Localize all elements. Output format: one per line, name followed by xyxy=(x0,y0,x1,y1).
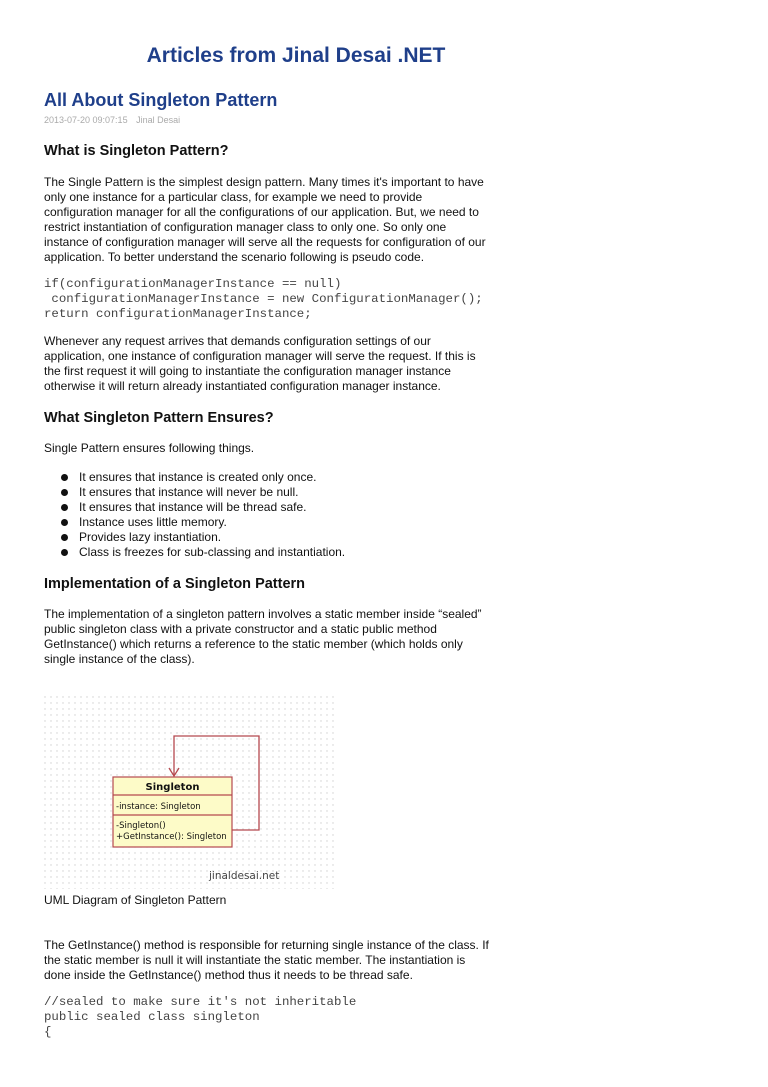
list-item: Provides lazy instantiation. xyxy=(44,530,345,545)
text-line: application, one instance of configuration manager will serve the request. If this is xyxy=(44,349,476,363)
text-line: the static member is null it will instantiate the static member. The instantiation is xyxy=(44,953,466,967)
text-line: The GetInstance() method is responsible for returning single instance of the class. If xyxy=(44,938,489,952)
uml-method-getinstance: +GetInstance(): Singleton xyxy=(116,832,227,842)
list-item: Instance uses little memory. xyxy=(44,515,345,530)
paragraph-ensures-intro: Single Pattern ensures following things. xyxy=(44,441,255,455)
list-item: Class is freezes for sub-classing and instantiation. xyxy=(44,545,345,560)
code-line: { xyxy=(44,1025,52,1039)
paragraph-explanation xyxy=(44,334,529,394)
text-line: single instance of the class). xyxy=(44,652,195,666)
text-line: configuration manager for all the configurations of our application. But, we need to xyxy=(44,205,479,219)
article-author[interactable]: Jinal Desai xyxy=(136,115,181,125)
text-line: The Single Pattern is the simplest design pattern. Many times it's important to have xyxy=(44,175,484,189)
text-line: otherwise it will return already instantiated configuration manager instance. xyxy=(44,379,441,393)
list-item: It ensures that instance is created only once. xyxy=(44,470,345,485)
code-line: configurationManagerInstance = new ConfigurationManager(); xyxy=(44,292,483,306)
list-item: It ensures that instance will be thread safe. xyxy=(44,500,345,515)
uml-diagram xyxy=(44,696,334,889)
uml-class-name: Singleton xyxy=(145,782,200,793)
text-line: application. To better understand the scenario following is pseudo code. xyxy=(44,250,425,264)
paragraph-intro xyxy=(44,175,529,265)
heading-ensures: What Singleton Pattern Ensures? xyxy=(44,410,274,426)
site-title: Articles from Jinal Desai .NET xyxy=(146,44,446,67)
text-line: instance of configuration manager will serve all the requests for configuration of our xyxy=(44,235,486,249)
heading-what-is: What is Singleton Pattern? xyxy=(44,143,229,159)
article-date: 2013-07-20 09:07:15 xyxy=(44,115,128,125)
figure-caption: UML Diagram of Singleton Pattern xyxy=(44,893,227,907)
uml-watermark: jinaldesai.net xyxy=(209,870,280,882)
code-line: //sealed to make sure it's not inheritable xyxy=(44,995,357,1009)
code-block-singleton xyxy=(44,995,356,1040)
text-line: only one instance for a particular class, for example we need to provide xyxy=(44,190,423,204)
text-line: Whenever any request arrives that demands configuration settings of our xyxy=(44,334,431,348)
uml-method-constructor: -Singleton() xyxy=(116,821,166,831)
text-line: done inside the GetInstance() method thus it needs to be thread safe. xyxy=(44,968,413,982)
text-line: restrict instantiation of configuration manager class to only one. So only one xyxy=(44,220,447,234)
text-line: The implementation of a singleton pattern involves a static member inside “sealed” xyxy=(44,607,482,621)
paragraph-getinstance xyxy=(44,938,529,983)
uml-attribute: -instance: Singleton xyxy=(116,802,201,812)
code-line: return configurationManagerInstance; xyxy=(44,307,312,321)
text-line: GetInstance() which returns a reference to the static member (which holds only xyxy=(44,637,463,651)
text-line: public singleton class with a private constructor and a static public method xyxy=(44,622,437,636)
heading-implementation: Implementation of a Singleton Pattern xyxy=(44,576,306,592)
code-line: public sealed class singleton xyxy=(44,1010,260,1024)
article-title[interactable]: All About Singleton Pattern xyxy=(44,90,278,110)
code-block-pseudo xyxy=(44,277,483,322)
list-item: It ensures that instance will never be null. xyxy=(44,485,345,500)
ensures-list xyxy=(44,470,345,560)
article-meta xyxy=(44,115,180,125)
paragraph-implementation xyxy=(44,607,529,667)
code-line: if(configurationManagerInstance == null) xyxy=(44,277,342,291)
text-line: the first request it will going to instantiate the configuration manager instance xyxy=(44,364,451,378)
